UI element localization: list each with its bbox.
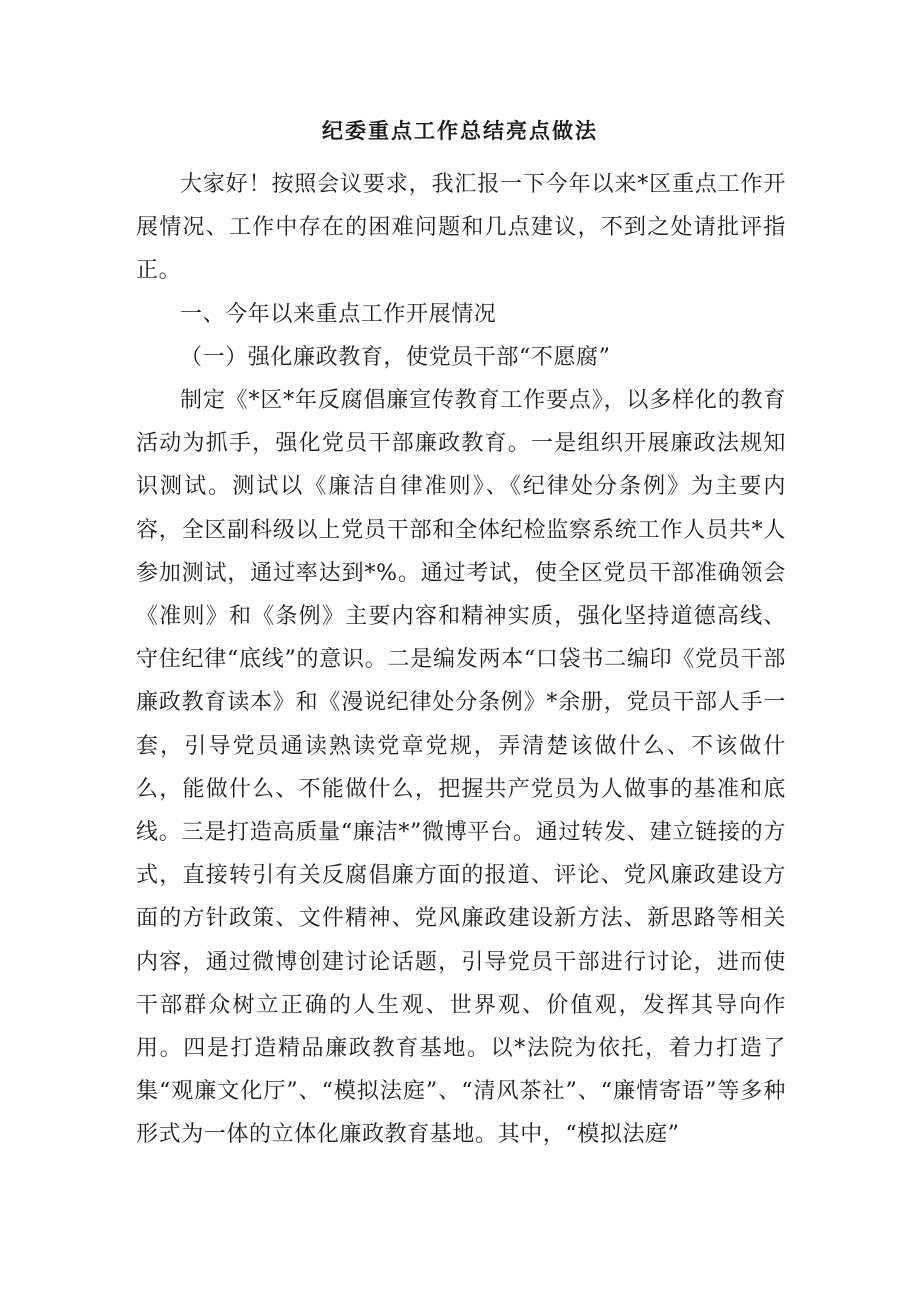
body-paragraph: 制定《*区*年反腐倡廉宣传教育工作要点》，以多样化的教育活动为抓手，强化党员干部廉政教育。一是组织开展廉政法规知识测试。测试以《廉洁自律准则》、《纪律处分条例》为主要内容，全区副科级以上党员干部和全体纪检监察系统工作人员共*人参加测试，通过率达到*%。通过考试，使全区党员干部准确领会《准则》和《条例》主要内容和精神实质，强化坚持道德高线、守住纪律“底线”的意识。二是编发两本“口袋书二编印《党员干部廉政教育读本》和《漫说纪律处分条例》*余册，党员干部人手一套，引导党员通读熟读党章党规，弄清楚该做什么、不该做什么，能做什么、不能做什么，把握共产党员为人做事的基准和底线。三是打造高质量“廉洁*”微博平台。通过转发、建立链接的方式，直接转引有关反腐倡廉方面的报道、评论、党风廉政建设方面的方针政策、文件精神、党风廉政建设新方法、新思路等相关内容，通过微博创建讨论话题，引导党员干部进行讨论，进而使干部群众树立正确的人生观、世界观、价值观，发挥其导向作用。四是打造精品廉政教育基地。以*法院为依托，着力打造了集“观廉文化厅”、“模拟法庭”、“清风茶社”、“廉情寄语”等多种形式为一体的立体化廉政教育基地。其中，“模拟法庭”: [136, 388, 786, 1148]
document-body: [136, 163, 786, 1157]
subsection-heading: （一）强化廉政教育，使党员干部“不愿腐”: [180, 344, 611, 370]
document-title: 纪委重点工作总结亮点做法: [322, 119, 598, 143]
intro-paragraph: 大家好！按照会议要求，我汇报一下今年以来*区重点工作开展情况、工作中存在的困难问题和几点建议，不到之处请批评指正。: [136, 172, 786, 284]
section-heading: 一、今年以来重点工作开展情况: [180, 301, 497, 327]
